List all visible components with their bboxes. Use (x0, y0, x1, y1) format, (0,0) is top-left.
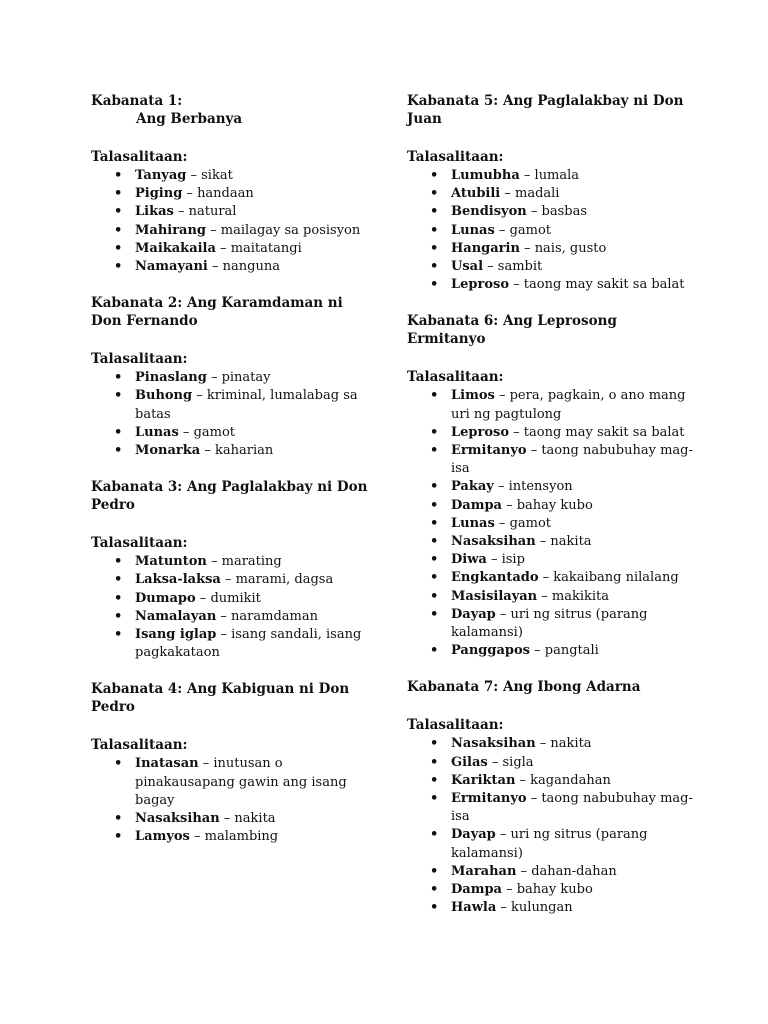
vocabulary-item: • Lamyos – malambing (91, 828, 371, 846)
vocabulary-definition: sambit (497, 259, 543, 275)
vocabulary-term: Ermitanyo (451, 791, 527, 807)
vocabulary-definition: gamot (509, 222, 552, 238)
chapter-heading-text: Kabanata 1: (91, 93, 183, 109)
vocabulary-term: Dampa (451, 497, 502, 513)
bullet-icon: • (430, 827, 439, 843)
chapter-section (407, 678, 697, 917)
vocabulary-definition: kriminal, lumalabag sa batas (135, 388, 358, 422)
vocabulary-term: Limos (451, 388, 495, 404)
vocabulary-list (407, 387, 697, 660)
vocabulary-item: • Lunas – gamot (91, 424, 371, 442)
vocabulary-list (91, 369, 371, 460)
vocabulary-term: Piging (135, 186, 183, 202)
vocabulary-term: Panggapos (451, 643, 530, 659)
vocabulary-definition: nakita (234, 811, 276, 827)
vocabulary-term: Dayap (451, 827, 496, 843)
vocabulary-item: • Laksa-laksa – marami, dagsa (91, 571, 371, 589)
bullet-icon: • (114, 756, 123, 772)
vocabulary-list (91, 553, 371, 662)
vocabulary-definition: uri ng sitrus (parang kalamansi) (451, 827, 648, 861)
vocabulary-item: • Leproso – taong may sakit sa balat (407, 424, 697, 442)
bullet-icon: • (430, 588, 439, 604)
chapter-heading (91, 478, 371, 514)
vocabulary-term: Pinaslang (135, 370, 207, 386)
vocabulary-definition: natural (188, 204, 237, 220)
vocabulary-term: Hangarin (451, 240, 520, 256)
chapter-heading-text: Kabanata 6: Ang Leprosong Ermitanyo (407, 313, 617, 348)
bullet-icon: • (430, 643, 439, 659)
vocabulary-label: Talasalitaan: (91, 737, 188, 754)
vocabulary-label: Talasalitaan: (407, 717, 504, 734)
vocabulary-definition: isang sandali, isang pagkakataon (135, 627, 362, 661)
chapter-heading (407, 312, 697, 348)
vocabulary-item: • Isang iglap – isang sandali, isang pagkakataon (114, 627, 362, 661)
vocabulary-definition: bahay kubo (516, 882, 593, 898)
vocabulary-definition: marating (221, 554, 282, 570)
vocabulary-definition: isip (501, 552, 525, 568)
vocabulary-term: Mahirang (135, 222, 207, 238)
vocabulary-term: Inatasan (135, 756, 199, 772)
vocabulary-definition: marami, dagsa (235, 572, 334, 588)
bullet-icon: • (114, 259, 123, 275)
vocabulary-label: Talasalitaan: (407, 149, 504, 165)
vocabulary-definition: nanguna (222, 259, 280, 275)
vocabulary-definition: maitatangi (230, 240, 302, 256)
chapter-section (91, 92, 371, 276)
vocabulary-definition: dumikit (210, 590, 261, 606)
bullet-icon: • (114, 590, 123, 606)
bullet-icon: • (430, 240, 439, 256)
vocabulary-item: • Hangarin – nais, gusto (407, 240, 697, 258)
left-column (91, 92, 371, 864)
vocabulary-item: • Nasaksihan – nakita (91, 810, 371, 828)
vocabulary-item: • Kariktan – kagandahan (407, 772, 697, 790)
vocabulary-definition: makikita (551, 588, 610, 604)
vocabulary-item: • Piging – handaan (91, 185, 371, 203)
vocabulary-term: Atubili (451, 186, 501, 202)
vocabulary-item: • Masisilayan – makikita (407, 588, 697, 606)
vocabulary-item: • Pakay – intensyon (407, 478, 697, 496)
vocabulary-item: • Lunas – gamot (407, 515, 697, 533)
bullet-icon: • (430, 443, 439, 459)
chapter-heading-text: Kabanata 2: Ang Karamdaman ni Don Fernando (91, 295, 343, 330)
bullet-icon: • (430, 606, 439, 622)
vocabulary-term: Bendisyon (451, 204, 527, 220)
vocabulary-item: • Dumapo – dumikit (91, 590, 371, 608)
chapter-section (407, 92, 697, 294)
chapter-heading-text: Kabanata 3: Ang Paglalakbay ni Don Pedro (91, 479, 368, 514)
vocabulary-term: Buhong (135, 388, 193, 404)
vocabulary-definition: taong may sakit sa balat (523, 277, 685, 293)
vocabulary-term: Tanyag (135, 168, 187, 183)
vocabulary-item: • Lunas – gamot (407, 222, 697, 240)
vocabulary-term: Pakay (451, 479, 494, 495)
vocabulary-item: • Marahan – dahan-dahan (407, 863, 697, 881)
vocabulary-term: Dayap (451, 606, 496, 622)
vocabulary-term: Maikakaila (135, 240, 216, 256)
vocabulary-definition: gamot (509, 515, 552, 531)
vocabulary-term: Nasaksihan (135, 811, 220, 827)
vocabulary-item: • Limos – pera, pagkain, o ano mang uri ng pagtulong (430, 388, 686, 422)
bullet-icon: • (114, 627, 123, 643)
bullet-icon: • (114, 388, 123, 404)
vocabulary-term: Namayani (135, 259, 208, 275)
bullet-icon: • (430, 497, 439, 513)
bullet-icon: • (430, 515, 439, 531)
vocabulary-item: • Namalayan – naramdaman (91, 608, 371, 626)
vocabulary-item: • Namayani – nanguna (91, 258, 371, 276)
vocabulary-list (91, 755, 371, 846)
bullet-icon: • (114, 240, 123, 256)
vocabulary-item: • Pinaslang – pinatay (91, 369, 371, 387)
vocabulary-item: • Nasaksihan – nakita (407, 533, 697, 551)
vocabulary-term: Matunton (135, 554, 207, 570)
bullet-icon: • (430, 534, 439, 550)
vocabulary-item: • Nasaksihan – nakita (407, 735, 697, 753)
chapter-heading (407, 92, 697, 128)
vocabulary-definition: nakita (550, 736, 592, 752)
vocabulary-definition: madali (515, 186, 560, 202)
bullet-icon: • (114, 370, 123, 386)
bullet-icon: • (430, 424, 439, 440)
vocabulary-item: • Atubili – madali (407, 185, 697, 203)
chapter-heading (91, 294, 371, 330)
vocabulary-item: • Inatasan – inutusan o pinakausapang gawin ang isang bagay (114, 756, 347, 808)
vocabulary-definition: mailagay sa posisyon (220, 222, 361, 238)
vocabulary-item: • Dampa – bahay kubo (407, 497, 697, 515)
vocabulary-definition: kagandahan (530, 772, 611, 788)
vocabulary-definition: taong nabubuhay mag-isa (451, 791, 693, 825)
vocabulary-item: • Dayap – uri ng sitrus (parang kalamansi) (430, 606, 648, 641)
vocabulary-term: Lamyos (135, 829, 190, 845)
vocabulary-definition: pera, pagkain, o ano mang uri ng pagtulong (451, 388, 686, 422)
vocabulary-label: Talasalitaan: (91, 149, 188, 165)
vocabulary-item: • Buhong – kriminal, lumalabag sa batas (114, 388, 358, 422)
bullet-icon: • (114, 424, 123, 440)
bullet-icon: • (430, 259, 439, 275)
bullet-icon: • (114, 168, 123, 183)
vocabulary-term: Lumubha (451, 168, 520, 183)
bullet-icon: • (430, 186, 439, 202)
vocabulary-item: • Engkantado – kakaibang nilalang (407, 569, 697, 587)
vocabulary-definition: bahay kubo (516, 497, 593, 513)
bullet-icon: • (430, 388, 439, 404)
vocabulary-term: Masisilayan (451, 588, 538, 604)
vocabulary-term: Diwa (451, 552, 487, 568)
vocabulary-definition: kaharian (214, 443, 274, 459)
bullet-icon: • (114, 443, 123, 459)
vocabulary-item: • Matunton – marating (91, 553, 371, 571)
chapter-heading-text: Kabanata 7: Ang Ibong Adarna (407, 679, 641, 696)
bullet-icon: • (430, 222, 439, 238)
bullet-icon: • (430, 552, 439, 568)
chapter-section (91, 478, 371, 662)
vocabulary-item: • Panggapos – pangtali (407, 642, 697, 660)
bullet-icon: • (430, 900, 439, 916)
chapter-section (407, 312, 697, 660)
vocabulary-definition: sigla (502, 754, 534, 770)
chapter-heading-text: Kabanata 5: Ang Paglalakbay ni Don Juan (407, 93, 684, 127)
chapter-heading-text: Kabanata 4: Ang Kabiguan ni Don Pedro (91, 681, 350, 716)
bullet-icon: • (430, 736, 439, 752)
vocabulary-item: • Bendisyon – basbas (407, 203, 697, 221)
vocabulary-term: Usal (451, 259, 484, 275)
vocabulary-term: Nasaksihan (451, 534, 536, 550)
vocabulary-definition: inutusan o pinakausapang gawin ang isang bagay (135, 756, 347, 808)
vocabulary-definition: taong nabubuhay mag-isa (451, 443, 693, 477)
vocabulary-term: Dampa (451, 882, 502, 898)
vocabulary-definition: basbas (541, 204, 587, 220)
bullet-icon: • (114, 608, 123, 624)
vocabulary-item: • Dampa – bahay kubo (407, 881, 697, 899)
vocabulary-term: Namalayan (135, 608, 217, 624)
vocabulary-definition: kulungan (511, 900, 573, 916)
vocabulary-definition: uri ng sitrus (parang kalamansi) (451, 606, 648, 641)
vocabulary-definition: pangtali (544, 643, 599, 659)
chapter-section (91, 680, 371, 846)
vocabulary-term: Lunas (451, 515, 495, 531)
vocabulary-item: • Usal – sambit (407, 258, 697, 276)
bullet-icon: • (114, 572, 123, 588)
vocabulary-definition: dahan-dahan (531, 863, 617, 879)
bullet-icon: • (114, 222, 123, 238)
vocabulary-list (407, 735, 697, 917)
vocabulary-definition: kakaibang nilalang (553, 570, 679, 586)
chapter-heading (91, 92, 371, 128)
vocabulary-definition: lumala (534, 168, 580, 183)
vocabulary-item: • Monarka – kaharian (91, 442, 371, 460)
vocabulary-item: • Mahirang – mailagay sa posisyon (91, 222, 371, 240)
vocabulary-item: • Maikakaila – maitatangi (91, 240, 371, 258)
vocabulary-term: Dumapo (135, 590, 196, 606)
vocabulary-definition: handaan (197, 186, 254, 202)
bullet-icon: • (114, 829, 123, 845)
vocabulary-item: • Gilas – sigla (407, 754, 697, 772)
vocabulary-item: • Diwa – isip (407, 551, 697, 569)
chapter-heading (91, 680, 371, 716)
vocabulary-term: Leproso (451, 424, 510, 440)
chapter-section (91, 294, 371, 460)
bullet-icon: • (430, 772, 439, 788)
vocabulary-item: • Hawla – kulungan (407, 899, 697, 917)
vocabulary-definition: sikat (201, 168, 233, 183)
vocabulary-term: Ermitanyo (451, 443, 527, 459)
vocabulary-item: • Leproso – taong may sakit sa balat (407, 276, 697, 294)
bullet-icon: • (430, 168, 439, 183)
vocabulary-definition: naramdaman (231, 608, 318, 624)
vocabulary-item: • Ermitanyo – taong nabubuhay mag-isa (430, 791, 693, 825)
vocabulary-label: Talasalitaan: (91, 351, 188, 368)
vocabulary-term: Engkantado (451, 570, 539, 586)
chapter-heading (407, 678, 697, 696)
vocabulary-term: Leproso (451, 277, 510, 293)
vocabulary-term: Gilas (451, 754, 488, 770)
vocabulary-item: • Lumubha – lumala (407, 167, 697, 185)
vocabulary-term: Kariktan (451, 772, 516, 788)
vocabulary-term: Hawla (451, 900, 497, 916)
bullet-icon: • (430, 570, 439, 586)
vocabulary-list (407, 167, 697, 294)
bullet-icon: • (430, 204, 439, 220)
vocabulary-definition: taong may sakit sa balat (523, 424, 685, 440)
bullet-icon: • (430, 882, 439, 898)
vocabulary-term: Nasaksihan (451, 736, 536, 752)
vocabulary-term: Monarka (135, 443, 201, 459)
bullet-icon: • (430, 479, 439, 495)
bullet-icon: • (114, 554, 123, 570)
vocabulary-term: Lunas (135, 424, 179, 440)
vocabulary-definition: intensyon (508, 479, 573, 495)
vocabulary-term: Lunas (451, 222, 495, 238)
bullet-icon: • (430, 791, 439, 807)
vocabulary-label: Talasalitaan: (91, 535, 188, 552)
vocabulary-list (91, 167, 371, 276)
bullet-icon: • (430, 277, 439, 293)
vocabulary-term: Marahan (451, 863, 517, 879)
bullet-icon: • (114, 186, 123, 202)
vocabulary-definition: nakita (550, 534, 592, 550)
vocabulary-item: • Likas – natural (91, 203, 371, 221)
bullet-icon: • (114, 811, 123, 827)
vocabulary-item: • Dayap – uri ng sitrus (parang kalamansi) (430, 827, 648, 861)
vocabulary-definition: malambing (204, 829, 279, 845)
vocabulary-definition: gamot (193, 424, 236, 440)
chapter-subheading: Ang Berbanya (136, 111, 243, 127)
vocabulary-item: • Tanyag – sikat (91, 167, 371, 185)
vocabulary-term: Laksa-laksa (135, 572, 221, 588)
bullet-icon: • (430, 863, 439, 879)
vocabulary-label: Talasalitaan: (407, 369, 504, 386)
right-column (407, 92, 697, 936)
vocabulary-term: Isang iglap (135, 627, 217, 643)
vocabulary-term: Likas (135, 204, 174, 220)
vocabulary-definition: pinatay (221, 370, 271, 386)
vocabulary-definition: nais, gusto (534, 240, 607, 256)
bullet-icon: • (430, 754, 439, 770)
bullet-icon: • (114, 204, 123, 220)
vocabulary-item: • Ermitanyo – taong nabubuhay mag-isa (430, 443, 693, 477)
